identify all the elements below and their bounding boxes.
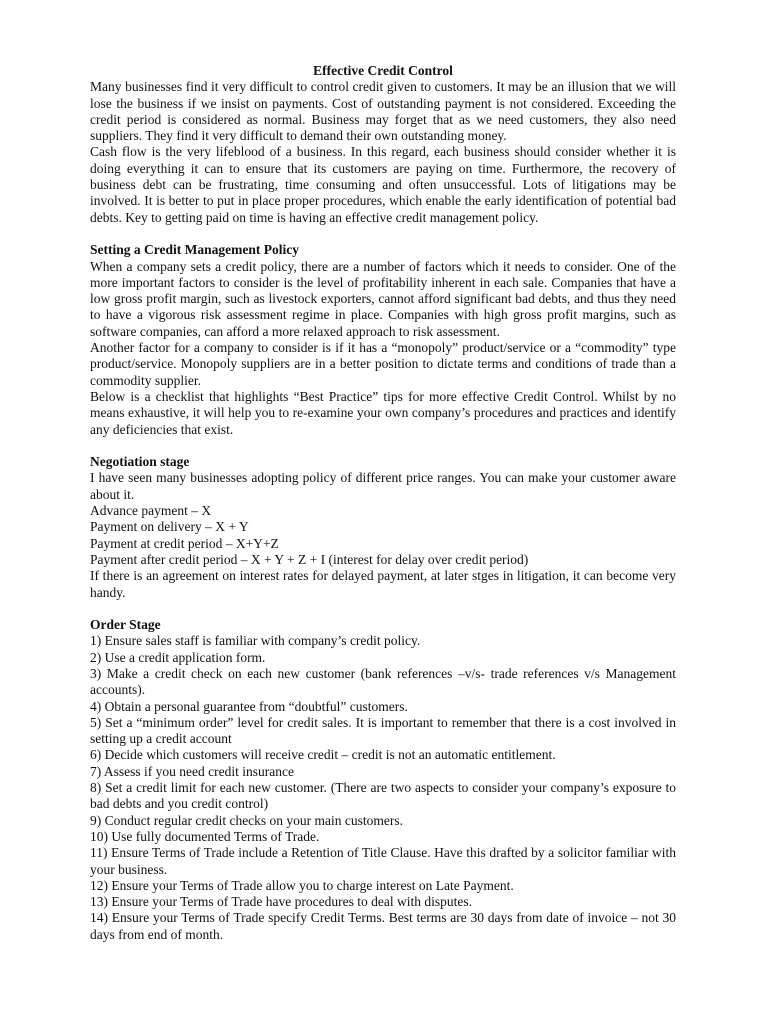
- order-item: 4) Obtain a personal guarantee from “doubtful” customers.: [90, 698, 408, 714]
- order-item: 14) Ensure your Terms of Trade specify Credit Terms. Best terms are 30 days from date of invoice – not 30 days from end of month.: [90, 910, 676, 942]
- negotiation-line: Payment after credit period – X + Y + Z + I (interest for delay over credit period): [90, 551, 529, 567]
- negotiation-heading: Negotiation stage: [90, 454, 190, 470]
- order-item: 7) Assess if you need credit insurance: [90, 763, 294, 779]
- document-page: [90, 63, 676, 943]
- policy-paragraph-1: When a company sets a credit policy, there are a number of factors which it needs to consider. One of the more important factors to consider is the level of profitability inherent in each sale. Companies that have a low gross profit margin, such as livestock exporters, cannot afford significant bad debts, and thus they need to have a vigorous risk assessment regime in place. Companies with high gross profit margins, such as software companies, can afford a more relaxed approach to risk assessment.: [90, 258, 676, 339]
- order-item: 13) Ensure your Terms of Trade have procedures to deal with disputes.: [90, 894, 472, 910]
- order-item: 10) Use fully documented Terms of Trade.: [90, 828, 320, 844]
- intro-paragraph-1: Many businesses find it very difficult to control credit given to customers. It may be an illusion that we will lose the business if we insist on payments. Cost of outstanding payment is not considered. Exceeding the credit period is considered as normal. Business may forget that as we need customers, they also need suppliers. They find it very difficult to demand their own outstanding money.: [90, 79, 676, 144]
- order-item: 12) Ensure your Terms of Trade allow you to charge interest on Late Payment.: [90, 877, 514, 893]
- spacer: [90, 438, 676, 454]
- order-heading: Order Stage: [90, 617, 161, 633]
- policy-heading: Setting a Credit Management Policy: [90, 242, 299, 258]
- policy-paragraph-2: Another factor for a company to consider is if it has a “monopoly” product/service or a “commodity” type product/service. Monopoly suppliers are in a better position to dictate terms and conditions of trade than a commodity supplier.: [90, 340, 676, 388]
- order-item: 8) Set a credit limit for each new customer. (There are two aspects to consider your company’s exposure to bad debts and you credit control): [90, 780, 676, 812]
- order-item: 5) Set a “minimum order” level for credit sales. It is important to remember that there is a cost involved in setting up a credit account: [90, 714, 676, 747]
- negotiation-line: Payment at credit period – X+Y+Z: [90, 535, 279, 551]
- policy-paragraph-3: Below is a checklist that highlights “Best Practice” tips for more effective Credit Control. Whilst by no means exhaustive, it will help you to re-examine your own company’s procedures and practices and identify any deficiencies that exist.: [90, 388, 676, 437]
- document-title: Effective Credit Control: [313, 63, 453, 78]
- negotiation-line: Payment on delivery – X + Y: [90, 519, 249, 535]
- order-item: 11) Ensure Terms of Trade include a Retention of Title Clause. Have this drafted by a solicitor familiar with your business.: [90, 845, 676, 877]
- order-item: 1) Ensure sales staff is familiar with company’s credit policy.: [90, 633, 421, 649]
- intro-paragraph-2: Cash flow is the very lifeblood of a business. In this regard, each business should consider whether it is doing everything it can to ensure that its customers are paying on time. Furthermore, the recovery of business debt can be frustrating, time consuming and often unsuccessful. Lots of litigations may be involved. It is better to put in place proper procedures, which enable the early identification of potential bad debts. Key to getting paid on time is having an effective credit management policy.: [90, 144, 676, 225]
- order-item: 2) Use a credit application form.: [90, 649, 266, 665]
- spacer: [90, 226, 676, 242]
- negotiation-outro: If there is an agreement on interest rates for delayed payment, at later stges in litigation, it can become very handy.: [90, 568, 676, 600]
- negotiation-line: Advance payment – X: [90, 503, 212, 519]
- spacer: [90, 601, 676, 617]
- order-item: 3) Make a credit check on each new customer (bank references –v/s- trade references v/s Management accounts).: [90, 665, 676, 698]
- order-item: 9) Conduct regular credit checks on your main customers.: [90, 812, 404, 828]
- order-item: 6) Decide which customers will receive credit – credit is not an automatic entitlement.: [90, 747, 556, 763]
- negotiation-intro: I have seen many businesses adopting policy of different price ranges. You can make your customer aware about it.: [90, 470, 676, 502]
